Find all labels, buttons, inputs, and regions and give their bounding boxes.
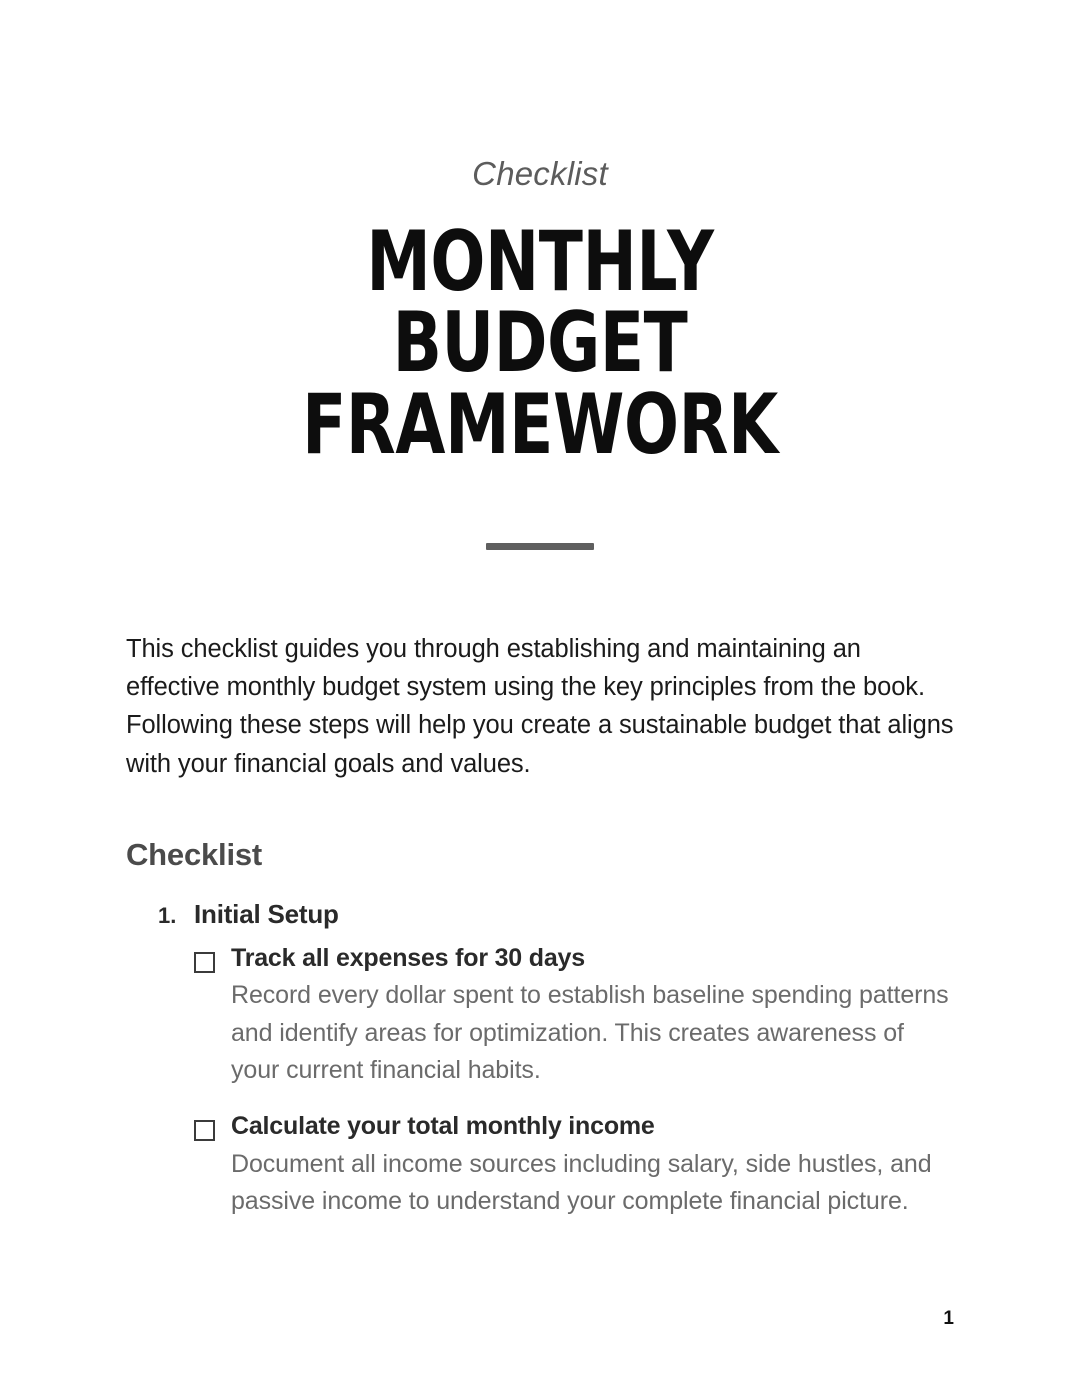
task-body (231, 1110, 954, 1221)
task-title: Track all expenses for 30 days (231, 943, 585, 972)
list-item[interactable] (194, 1110, 954, 1221)
task-title: Calculate your total monthly income (231, 1111, 655, 1140)
task-body (231, 942, 954, 1090)
document-kicker: Checklist (472, 155, 608, 192)
intro-paragraph: This checklist guides you through establishing and maintaining an effective monthly budget system using the key principles from the book. Following these steps will help you create a sustainable budget that aligns with your financial goals and values. (126, 634, 954, 778)
step-header (158, 899, 954, 930)
unchecked-checkbox-icon[interactable] (194, 952, 215, 973)
step-title: Initial Setup (194, 898, 339, 929)
section-heading-checklist: Checklist (126, 836, 263, 872)
list-item[interactable] (194, 942, 954, 1090)
page-number: 1 (943, 1308, 954, 1329)
checklist-steps (126, 899, 954, 1221)
document-content (126, 630, 954, 1221)
task-list (126, 942, 954, 1221)
task-description: Record every dollar spent to establish baseline spending patterns and identify areas for optimization. This creates awareness of your current financial habits. (231, 981, 949, 1085)
list-item (126, 899, 954, 1221)
title-divider (486, 543, 594, 550)
unchecked-checkbox-icon[interactable] (194, 1120, 215, 1141)
page-title: MONTHLY BUDGET FRAMEWORK (302, 213, 778, 473)
step-number: 1. (158, 902, 177, 928)
task-description: Document all income sources including salary, side hustles, and passive income to understand your complete financial picture. (231, 1149, 932, 1216)
